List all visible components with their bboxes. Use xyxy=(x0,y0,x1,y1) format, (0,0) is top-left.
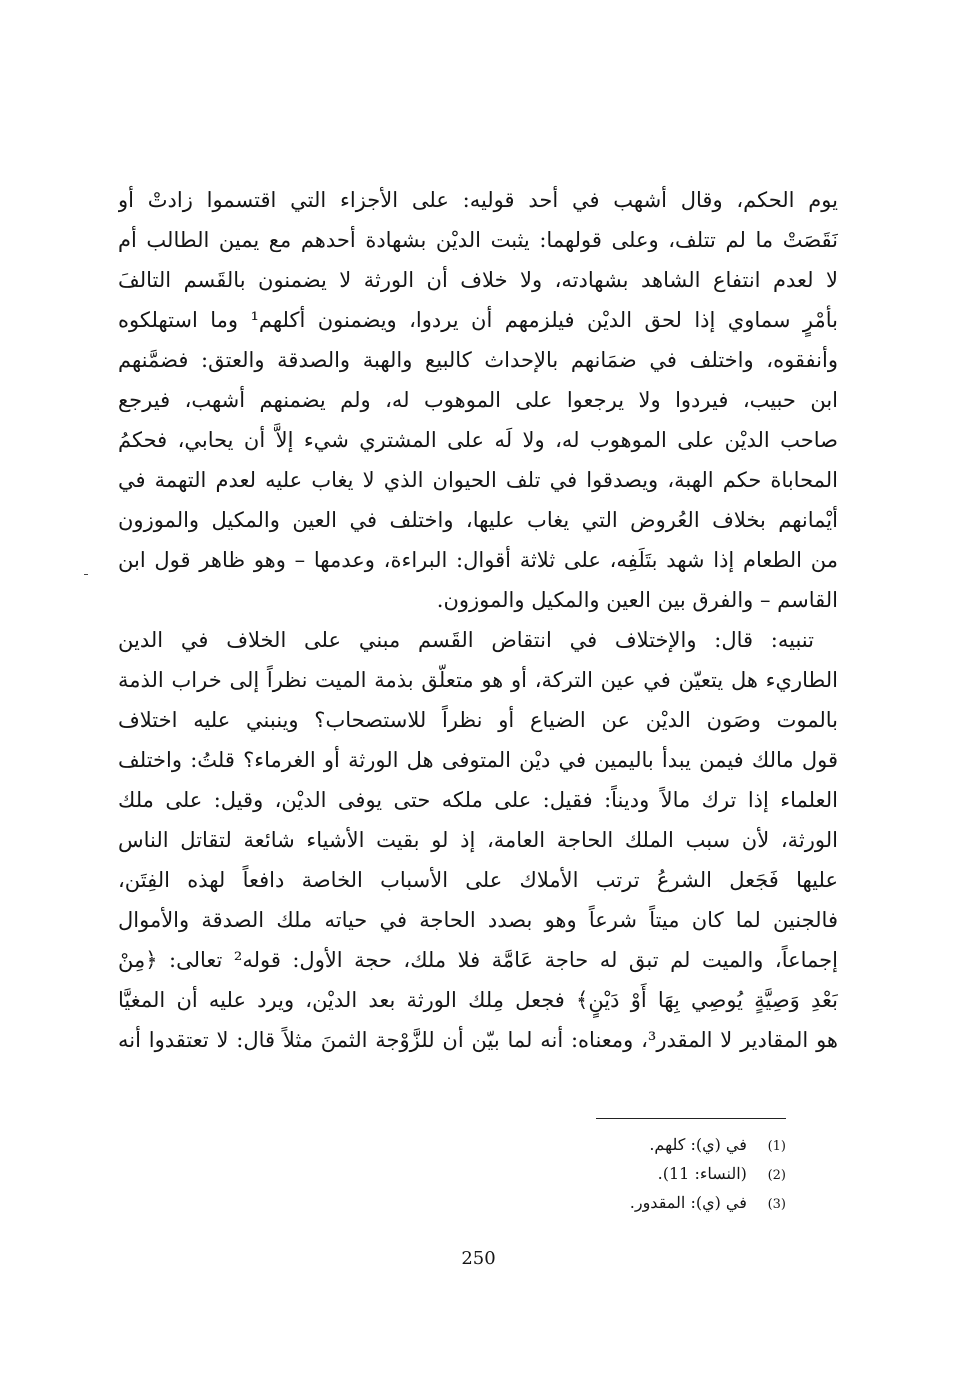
text-line: نَقَصَتْ ما لم تتلف، وعلى قولهما: يثبت الديْن بشهادة أحدهم مع يمين الطالب أم xyxy=(118,228,838,252)
text-line: فالجنين لما كان ميتاً شرعاً وهو بصدد الحاجة في حياته ملك الصدقة والأموال xyxy=(118,908,838,932)
text-line: القاسم – والفرق بين العين والمكيل والموزون. xyxy=(436,588,838,612)
text-line: صاحب الديْن على الموهوب له، ولا لَه على المشتري شيء إلاَّ أن يحابي، فحكمُ xyxy=(118,428,838,452)
text-line: المحاباة حكم الهبة، ويصدقوا في تلف الحيوان الذي لا يغاب عليه لعدم التهمة في xyxy=(118,468,838,492)
footnotes xyxy=(560,1130,786,1217)
text-line: إجماعاً، والميت لم تبق له حاجة عَامَّة فلا ملك، حجة الأول: قوله² تعالى: ﴿مِنْ xyxy=(118,948,838,972)
text-line: قول مالك فيمن يبدأ باليمين في ديْن المتوفى هل الورثة أو الغرماء؟ قلتُ: واختلف xyxy=(118,748,838,772)
footnote-number: (1) xyxy=(767,1139,786,1154)
footnote-text: في (ي): المقدور. xyxy=(629,1193,747,1212)
text-line: بأمْرٍ سماوي إذا لحق الديْن فيلزمهم أن يردوا، ويضمنون أكلهم¹ وما استهلكوه xyxy=(118,308,838,332)
page-number: 250 xyxy=(461,1248,496,1269)
text-line: هو المقادير لا المقدر³، ومعناه: أنه لما بيّن أن للزَّوْجة الثمنَ مثلاً قال: لا تعتقدوا أنه xyxy=(118,1028,838,1052)
text-line: الورثة، لأن سبب الملك الحاجة العامة، إذ لو بقيت الأشياء شائعة لتقاتل الناس xyxy=(118,828,838,852)
text-line: أيْمانهم بخلاف العُروض التي يغاب عليها، واختلف في العين والمكيل والموزون xyxy=(118,508,838,532)
text-line: العلماء إذا ترك مالاً وديناً: فقيل: على ملكه حتى يوفى الديْن، وقيل: على ملك xyxy=(118,788,838,812)
footnote-number: (3) xyxy=(767,1197,786,1212)
text-line: وأنفقوه، واختلف في ضمَانهم بالإحداث كالبيع والهبة والصدقة والعتق: فضمَّنهم xyxy=(118,348,838,372)
text-line: ابن حبيب، فيردوا ولا يرجعوا على الموهوب له، ولم يضمنهم أشهب، فيرجع xyxy=(118,388,838,412)
footnote xyxy=(560,1159,786,1188)
text-line: بالموت وصَون الديْن عن الضياع أو نظراً للاستصحاب؟ وينبني عليه اختلاف xyxy=(118,708,838,732)
footnote xyxy=(560,1188,786,1217)
text-line: من الطعام إذا شهد بتَلَفِه، على ثلاثة أقوال: البراءة، وعدمها – وهو ظاهر قول ابن xyxy=(118,548,838,572)
footnote-text: (النساء: 11). xyxy=(657,1164,747,1183)
footnote-number: (2) xyxy=(767,1168,786,1183)
text-line: لا لعدم انتفاع الشاهد بشهادته، ولا خلاف أن الورثة لا يضمنون بالقَسم التالفَ xyxy=(118,268,838,292)
footnote xyxy=(560,1130,786,1159)
footnote-text: في (ي): كلهم. xyxy=(649,1135,747,1154)
text-line: عليها فَجَعل الشرعُ ترتب الأملاك على الأسباب الخاصة دافعاً لهذه الفِتَن، xyxy=(118,868,838,892)
main-text-block xyxy=(118,180,838,1060)
text-line: بَعْدِ وَصِيَّةٍ يُوصِي بِهَا أَوْ دَيْنٍ﴾ فجعل مِلك الورثة بعد الديْن، ويرد عليه أن المغيَّا xyxy=(118,988,838,1012)
text-line: يوم الحكم، وقال أشهب في أحد قوليه: على الأجزاء التي اقتسموا زادتْ أو xyxy=(118,188,838,212)
text-line: الطاريء هل يتعيّن في عين التركة، أو هو متعلّق بذمة الميت نظراً إلى خراب الذمة xyxy=(118,668,838,692)
footnote-separator xyxy=(596,1118,786,1119)
margin-mark xyxy=(84,574,88,575)
text-line: تنبيه: قال: والإختلاف في انتقاض القَسم مبني على الخلاف في الدين xyxy=(118,628,814,652)
